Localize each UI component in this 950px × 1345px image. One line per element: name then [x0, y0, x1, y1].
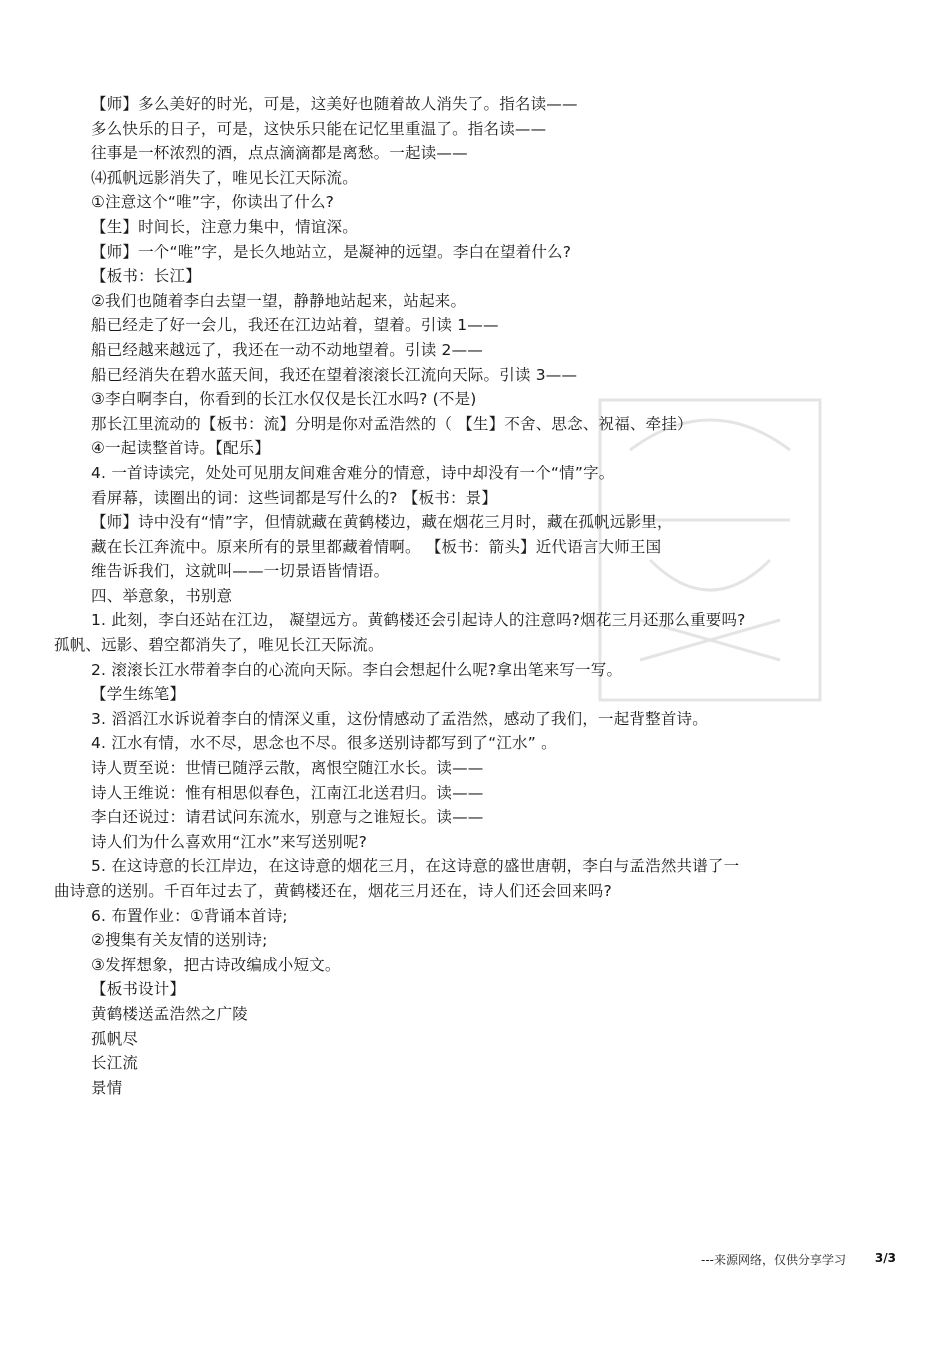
text-line: 多么快乐的日子，可是，这快乐只能在记忆里重温了。指名读——	[91, 119, 547, 138]
text-line: 景情	[91, 1078, 123, 1097]
text-line: 往事是一杯浓烈的酒，点点滴滴都是离愁。一起读——	[91, 144, 468, 163]
text-line: ③李白啊李白，你看到的长江水仅仅是长江水吗? (不是)	[91, 390, 477, 409]
text-line: 诗人们为什么喜欢用“江水”来写送别呢?	[91, 832, 368, 851]
text-line: ②搜集有关友情的送别诗;	[91, 931, 268, 950]
text-line: 维告诉我们，这就叫——一切景语皆情语。	[91, 562, 390, 581]
text-line: 船已经越来越远了，我还在一动不动地望着。引读 2——	[91, 340, 483, 359]
text-line: 那长江里流动的【板书：流】分明是你对孟浩然的（ 【生】不舍、思念、祝福、牵挂）	[91, 414, 693, 433]
document-body	[54, 92, 874, 1100]
text-line: ②我们也随着李白去望一望，静静地站起来，站起来。	[91, 291, 467, 310]
text-line: 【师】多么美好的时光，可是，这美好也随着故人消失了。指名读——	[91, 95, 578, 113]
text-line: 黄鹤楼送孟浩然之广陵	[91, 1004, 249, 1023]
text-line: 船已经消失在碧水蓝天间，我还在望着滚滚长江流向天际。引读 3——	[91, 365, 578, 384]
text-line: ④一起读整首诗。【配乐】	[91, 439, 271, 458]
footer-source: ---来源网络，仅供分享学习	[701, 1253, 846, 1267]
section-heading: 四、举意象，书别意	[91, 586, 233, 605]
text-line: 1. 此刻，李白还站在江边， 凝望远方。黄鹤楼还会引起诗人的注意吗?烟花三月还那么重要吗?	[91, 611, 746, 630]
text-line: ③发挥想象，把古诗改编成小短文。	[91, 955, 341, 974]
text-line: 【板书：长江】	[91, 267, 201, 286]
text-line: 【生】时间长，注意力集中，情谊深。	[91, 217, 358, 236]
text-line: 5. 在这诗意的长江岸边，在这诗意的烟花三月，在这诗意的盛世唐朝，李白与孟浩然共谱了一	[91, 857, 740, 876]
text-line: 6. 布置作业：①背诵本首诗;	[91, 906, 288, 925]
text-line: 曲诗意的送别。千百年过去了，黄鹤楼还在，烟花三月还在，诗人们还会回来吗?	[54, 882, 612, 900]
text-line: 诗人贾至说：世情已随浮云散，离恨空随江水长。读——	[91, 759, 484, 778]
text-line: ①注意这个“唯”字，你读出了什么?	[91, 193, 335, 212]
text-line: 4. 江水有情，水不尽，思念也不尽。很多送别诗都写到了“江水” 。	[91, 734, 557, 753]
text-line: 看屏幕，读圈出的词：这些词都是写什么的? 【板书：景】	[91, 488, 498, 507]
text-line: 2. 滚滚长江水带着李白的心流向天际。李白会想起什么呢?拿出笔来写一写。	[91, 660, 623, 679]
text-line: 孤帆、远影、碧空都消失了，唯见长江天际流。	[54, 636, 384, 655]
text-line: 【学生练笔】	[91, 685, 186, 704]
text-line: 诗人王维说：惟有相思似春色，江南江北送君归。读——	[91, 783, 484, 802]
text-line: 船已经走了好一会儿，我还在江边站着，望着。引读 1——	[91, 316, 499, 335]
text-line: 长江流	[91, 1054, 139, 1073]
text-line: 【板书设计】	[91, 980, 186, 999]
page-number: 3/3	[874, 1251, 896, 1265]
text-line: 李白还说过：请君试问东流水，别意与之谁短长。读——	[91, 808, 484, 827]
text-line: ⑷孤帆远影消失了，唯见长江天际流。	[91, 168, 358, 187]
text-line: 藏在长江奔流中。原来所有的景里都藏着情啊。 【板书：箭头】近代语言大师王国	[91, 537, 662, 556]
text-line: 【师】一个“唯”字，是长久地站立，是凝神的远望。李白在望着什么?	[91, 242, 572, 261]
text-line: 3. 滔滔江水诉说着李白的情深义重，这份情感动了孟浩然，感动了我们，一起背整首诗。	[91, 709, 708, 728]
text-line: 4. 一首诗读完，处处可见朋友间难舍难分的情意，诗中却没有一个“情”字。	[91, 463, 615, 482]
text-line: 【师】诗中没有“情”字，但情就藏在黄鹤楼边，藏在烟花三月时，藏在孤帆远影里，	[91, 513, 673, 532]
text-line: 孤帆尽	[91, 1029, 139, 1048]
page-footer	[0, 1251, 950, 1271]
